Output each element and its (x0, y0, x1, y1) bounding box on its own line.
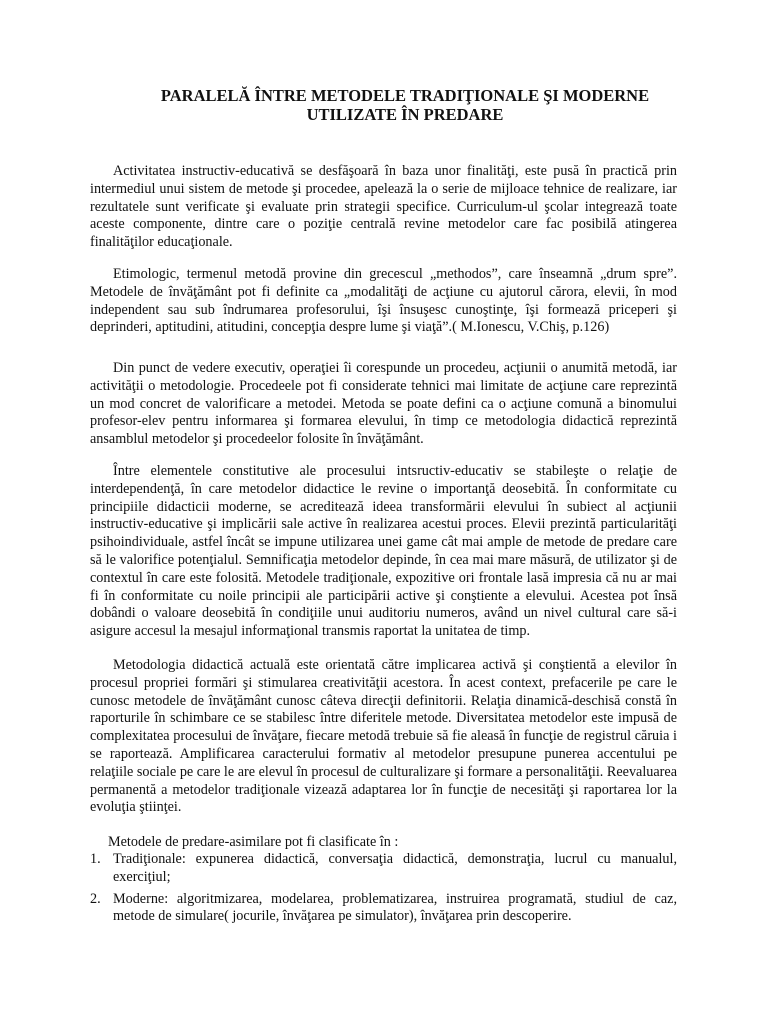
paragraph-intro: Activitatea instructiv-educativă se desfăşoară în baza unor finalităţi, este pusă în practică prin intermediul unui sistem de metode şi procedee, apelează la o serie de mijloace tehnice de realizare, iar rezultatele sunt verificate şi evaluate prin strategii specifice. Curriculum-ul şcolar integrează toate aceste componente, dintre care o poziţie centrală revine metodelor care fac posibilă atingerea finalităţilor educaţionale. (90, 163, 677, 251)
title-line-2: UTILIZATE ÎN PREDARE (306, 105, 504, 124)
list-item-modern (90, 891, 677, 927)
list-item-number: 2. (90, 890, 101, 907)
title-line-1: PARALELĂ ÎNTRE METODELE TRADIŢIONALE ŞI MODERNE (160, 86, 650, 105)
paragraph-executive: Din punct de vedere executiv, operaţiei îi corespunde un procedeu, acţiunii o anumită metodă, iar activităţii o metodologie. Procedeele pot fi considerate tehnici mai limitate de acţiune care reprezintă un mod concret de valorificare a metodei. Metoda se poate defini ca o acţiune comună a binomului profesor-elev pentru informarea şi formarea elevului, în timp ce metodologia didactică reprezintă ansamblul metodelor şi procedeelor folosite în învăţământ. (90, 360, 677, 448)
paragraph-methodology: Metodologia didactică actuală este orientată către implicarea activă şi conştientă a elevilor în procesul propriei formări şi stimularea creativităţii acestora. În acest context, prefacerile pe care le cunosc metodele de învăţământ cunosc câteva direcţii definitorii. Relaţia dinamică-deschisă constă în raporturile în schimbare ce se stabilesc între diferitele metode. Diversitatea metodelor este impusă de complexitatea procesului de învăţare, fiecare metodă trebuie să fie aleasă în funcţie de registrul căruia i se raportează. Amplificarea caracterului formativ al metodelor presupune punerea accentului pe relaţiile sociale pe care le are elevul în procesul de culturalizare şi formare a personalităţii. Reevaluarea permanentă a metodelor tradiţionale vizează adaptarea lor în funcţie de necesităţi şi raportarea lor la evoluţia ştiinţei. (90, 657, 677, 816)
methods-list (90, 851, 677, 930)
list-item-number: 1. (90, 851, 101, 867)
list-intro: Metodele de predare-asimilare pot fi clasificate în : (108, 834, 399, 850)
page-title (80, 86, 730, 124)
list-item-text: Tradiţionale: expunerea didactică, conversaţia didactică, demonstraţia, lucrul cu manualul, exerciţiul; (113, 851, 677, 885)
list-item-text: Moderne: algoritmizarea, modelarea, problematizarea, instruirea programată, studiul de caz, metode de simulare( jocurile, învăţarea pe simulator), învăţarea prin descoperire. (113, 890, 677, 925)
paragraph-interdependence: Între elementele constitutive ale procesului intsructiv-educativ se stabileşte o relaţie de interdependenţă, în care metodelor didactice le revine o importanţă deosebită. În conformitate cu principiile didacticii moderne, se acreditează ideea transformării elevului în subiect al acţiunii instructiv-educative şi implicării sale active în realizarea acestui proces. Elevii prezintă particularităţi psihoindividuale, astfel încât se impune utilizarea unei game cât mai ample de metode de predare care să le valorifice potenţialul. Semnificaţia metodelor depinde, în cea mai mare măsură, de utilizator şi de contextul în care este folosită. Metodele tradiţionale, expozitive ori frontale lasă impresia că nu ar mai fi în conformitate cu noile principii ale participării active şi conştiente a elevului. Acestea pot însă dobândi o valoare deosebită în condiţiile unui auditoriu numeros, având un nivel cultural care să-i asigure accesul la mesajul informaţional transmis raportat la unitatea de timp. (90, 463, 677, 640)
list-item-traditional (90, 851, 677, 887)
paragraph-etymology: Etimologic, termenul metodă provine din grecescul „methodos”, care înseamnă „drum spre”. Metodele de învăţământ pot fi definite ca „modalităţi de acţiune cu ajutorul cărora, elevii, în mod independent sau sub îndrumarea profesorului, îşi însuşesc cunoştinţe, îşi formează priceperi şi deprinderi, aptitudini, atitudini, concepţia despre lume şi viaţă”.( M.Ionescu, V.Chiş, p.126) (90, 266, 677, 336)
